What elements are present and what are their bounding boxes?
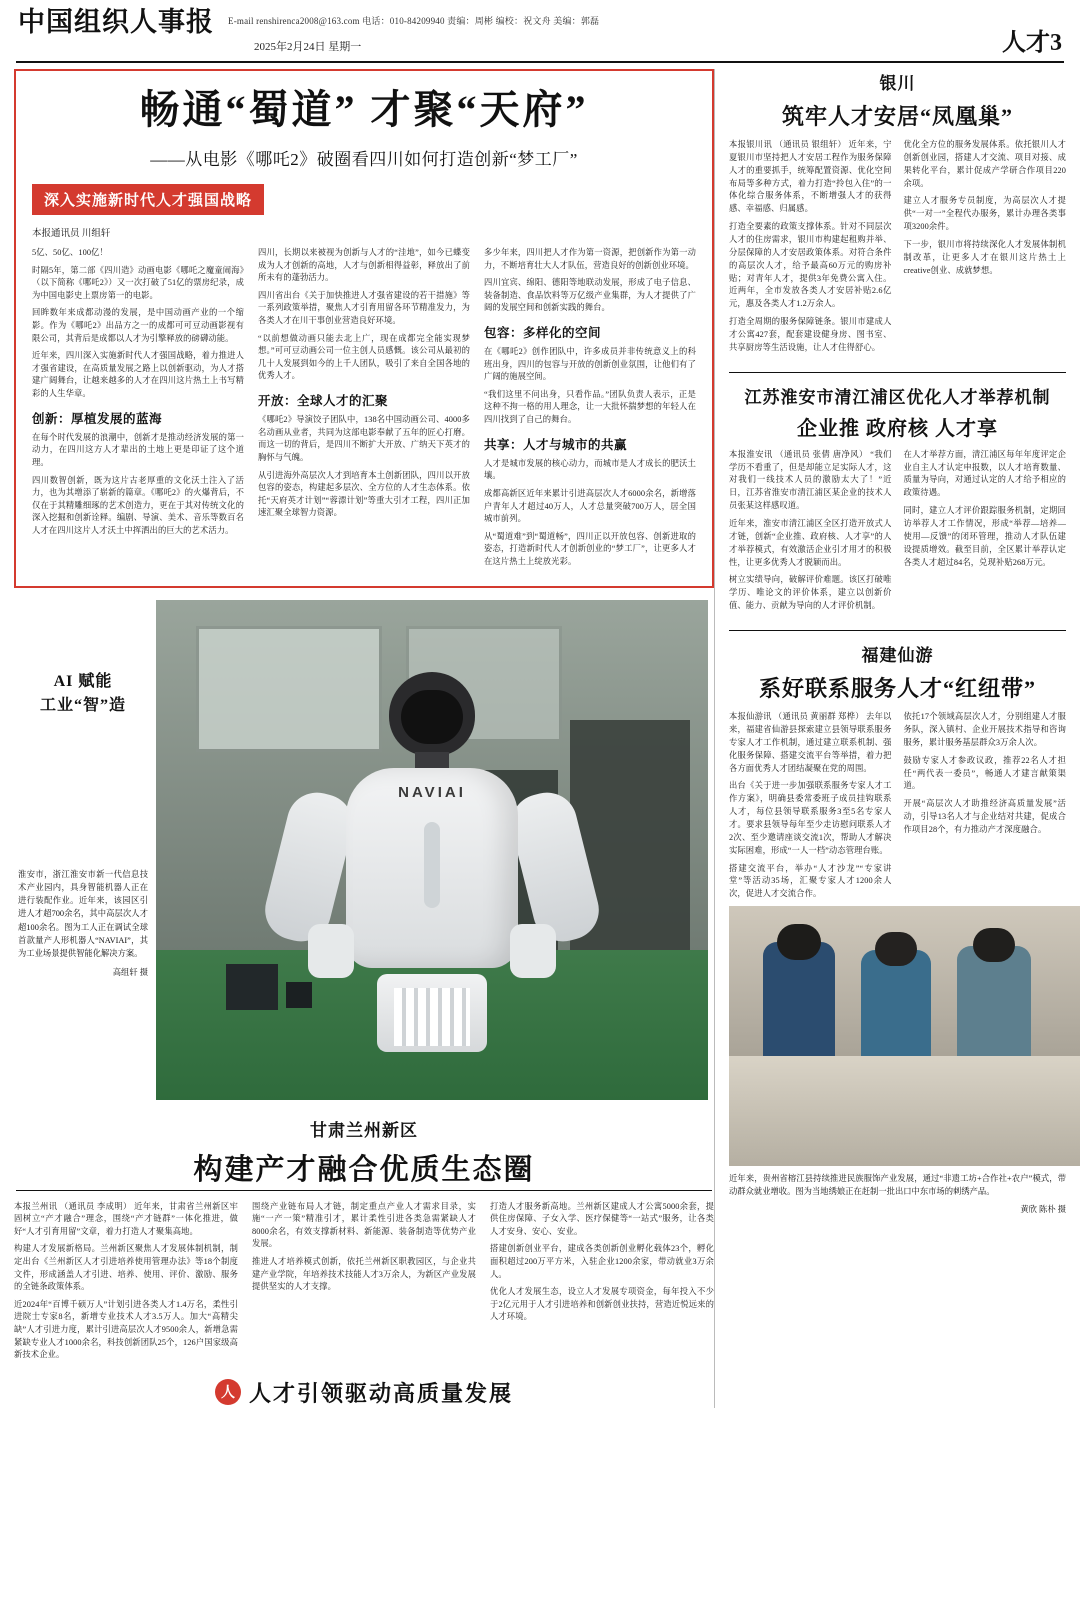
robot-photo (156, 600, 708, 1100)
paragraph: 鼓励专家人才参政议政，推荐22名人才担任“两代表一委员”，畅通人才建言献策渠道。 (903, 755, 1066, 791)
huaian-title-1: 江苏淮安市清江浦区优化人才举荐机制 (744, 387, 1051, 407)
paragraph: 近2024年“百博千硕万人”计划引进各类人才1.4万名，柔性引进院士专家8名，新增专业技术人才3.5万人。加大“高精尖缺”人才引进力度，累计引进高层次人才9500余人，新增急需紧缺专业人才1000余名，科技创新团队25个，126户国家级高新技术企业。 (14, 1299, 238, 1360)
talent-logo-icon: 人 (215, 1379, 241, 1405)
lanzhou-column-1 (14, 1201, 238, 1367)
photo-title-line2: 工业“智”造 (39, 696, 126, 714)
lanzhou-city: 甘肃兰州新区 (310, 1120, 418, 1140)
photo-person-2-head (875, 932, 917, 966)
byline: 本报仙游讯 （通讯员 黄丽群 郑桦） 去年以来，福建省仙游县探索建立县领导联系服务专家人才工作机制，通过建立联系机制、强化服务保障、搭建交流平台等举措，着力把各方面优秀人才团结凝聚在党的周围。 (729, 712, 892, 773)
photo-story (14, 600, 714, 1100)
paragraph: 建立人才服务专员制度，为高层次人才提供“一对一”全程代办服务，累计办理各类事项3200余件。 (903, 196, 1066, 232)
section-heading: 开放：全球人才的汇聚 (258, 394, 389, 409)
masthead-rule (16, 61, 1064, 63)
photo-credit: 高组轩 摄 (112, 968, 148, 978)
paragraph: 《哪吒2》导演饺子团队中，138名中国动画公司、4000多名动画从业者，共同为这部电影奉献了五年的匠心打磨。而这一切的背后，是四川不断扩大开放、广纳天下英才的胸怀与气魄。 (258, 415, 470, 462)
byline: 本报银川讯 （通讯员 银组轩） 近年来，宁夏银川市坚持把人才安居工程作为服务保障人才的重要抓手，统筹配置资源、优化空间布局等多种方式，着力打造“拎包入住”的一体化综合服务体系，不断增强人才的获得感、幸福感、归属感。 (729, 140, 892, 214)
paragraph: 回眸数年来成都动漫的发展，是中国动画产业的一个缩影。作为《哪吒2》出品方之一的成都可可豆动画影视有限公司，其背后是成都以人才为引擎释放的磅礴动能。 (32, 308, 244, 343)
embroidery-photo-caption: 近年来，贵州省榕江县持续推进民族服饰产业发展，通过“非遗工坊+合作社+农户”模式，带动群众就业增收。图为当地绣娘正在赶制一批出口中东市场的刺绣产品。 (729, 1174, 1066, 1197)
lead-columns (32, 247, 696, 574)
masthead-left (18, 8, 214, 38)
paragraph: 多少年来，四川把人才作为第一资源，把创新作为第一动力，不断培育壮大人才队伍，营造良好的创新创业环境。 (484, 248, 696, 270)
lead-byline: 本报通讯员 川组轩 (32, 229, 111, 239)
photo-person-3-head (973, 928, 1015, 962)
huaian-column-2 (904, 449, 1067, 618)
humanoid-robot (282, 672, 582, 1052)
paragraph: 优化全方位的服务发展体系。依托银川人才创新创业园，搭建人才交流、项目对接、成果转化平台，累计促成产学研合作项目220余项。 (903, 140, 1066, 188)
huaian-column-1 (729, 449, 892, 618)
paragraph: 近年来，淮安市清江浦区全区打造开放式人才链，创新“企业推、政府核、人才享”的人才举荐模式，有效激活企业引才用才的积极性，让更多优秀人才脱颖而出。 (729, 519, 892, 567)
masthead-date: 2025年2月24日 星期一 (254, 41, 362, 53)
robot-face (401, 690, 463, 744)
lead-column-3 (484, 247, 696, 574)
paragraph: 时隔5年，第二部《四川造》动画电影《哪吒之魔童闹海》（以下简称《哪吒2》）又一次打破了51亿的票房纪录，成为中国电影史上票房第一的电影。 (32, 265, 244, 300)
lanzhou-columns (14, 1201, 714, 1367)
paragraph: 5亿、50亿、100亿！ (32, 248, 108, 257)
campaign-banner: 深入实施新时代人才强国战略 (32, 184, 264, 215)
lanzhou-rule (16, 1190, 712, 1191)
paragraph: 依托17个领域高层次人才，分别组建人才服务队，深入镇村、企业开展技术指导和咨询服务，累计服务基层群众3万余人次。 (903, 712, 1066, 747)
paragraph: 从引进海外高层次人才到培育本土创新团队，四川以开放包容的姿态，构建起多层次、全方位的人才生态体系。依托“天府英才计划”“蓉漂计划”等重大引才工程，四川正加速汇聚全球智力资源。 (258, 470, 470, 518)
paragraph: 优化人才发展生态，设立人才发展专项资金，每年投入不少于2亿元用于人才引进培养和创新创业扶持，营造近悦远来的人才环境。 (490, 1287, 714, 1322)
lead-subheadline: ——从电影《哪吒2》破圈看四川如何打造创新“梦工厂” (150, 150, 578, 169)
photo-caption-text: 淮安市，浙江淮安市新一代信息技术产业园内，具身智能机器人正在进行装配作业。近年来，该园区引进人才超700余名，其中高层次人才超100余名。图为工人正在调试全球首款量产人形机器人“NAVIAI”，其为工业场景提供智能化解决方案。 (18, 869, 148, 959)
paragraph: 同时，建立人才评价跟踪服务机制，定期回访举荐人才工作情况，形成“举荐—培养—使用—反馈”的闭环管理，推动人才队伍建设提质增效。截至目前，全区累计举荐认定各类人才超过84名，兑现补贴268万元。 (903, 506, 1066, 567)
paragraph: 开展“高层次人才助推经济高质量发展”活动，引导13名人才与企业结对共建，促成合作项目28个，有力推动产才深度融合。 (903, 799, 1066, 834)
section-heading: 共享：人才与城市的共赢 (484, 437, 628, 452)
embroidery-photo-credit: 黄欣 陈朴 摄 (1020, 1204, 1066, 1214)
yinchuan-title: 筑牢人才安居“凤凰巢” (781, 104, 1013, 129)
masthead-middle (214, 8, 1002, 54)
paragraph: 打造人才服务新高地。兰州新区建成人才公寓5000余套，提供住房保障、子女入学、医疗保健等“一站式”服务，让各类人才安身、安心、安业。 (490, 1201, 714, 1236)
robot-brand-text: NAVIAI (398, 783, 466, 801)
photo-box (226, 964, 278, 1010)
divider (729, 630, 1066, 631)
yinchuan-column-2 (904, 139, 1067, 360)
paragraph: 下一步，银川市将持续深化人才发展体制机制改革，让更多人才在银川这片热土上creative创业、成就梦想。 (903, 240, 1066, 275)
paragraph: 推进人才培养模式创新，依托兰州新区职教园区，与企业共建产业学院，年培养技术技能人才3万余人，为新区产业发展提供坚实的人才支撑。 (252, 1257, 476, 1292)
paragraph: 从“蜀道难”到“蜀道畅”，四川正以开放包容、创新进取的姿态，打造新时代人才创新创业的“梦工厂”，让更多人才在这片热土上绽放光彩。 (484, 531, 696, 566)
lead-story (14, 69, 714, 588)
yinchuan-column-1 (729, 139, 892, 360)
photo-person-1-head (777, 924, 821, 960)
paragraph: 围绕产业链布局人才链，制定重点产业人才需求目录，实施“一产一策”精准引才，累计柔性引进各类急需紧缺人才8000余名，有效支撑新材料、新能源、装备制造等优势产业发展。 (252, 1201, 476, 1249)
paragraph: 人才是城市发展的核心动力，而城市是人才成长的肥沃土壤。 (484, 458, 696, 481)
lanzhou-column-2 (252, 1201, 476, 1367)
xianyou-column-1 (729, 711, 892, 906)
xianyou-title: 系好联系服务人才“红纽带” (758, 676, 1036, 702)
lanzhou-column-3 (490, 1201, 714, 1367)
huaian-columns (729, 449, 1066, 618)
yinchuan-city: 银川 (879, 74, 916, 93)
section-label: 人才3 (1002, 30, 1062, 56)
section-heading: 包容：多样化的空间 (484, 326, 602, 341)
robot-base-slots (394, 988, 470, 1046)
paragraph: “我们这里不问出身，只看作品。”团队负责人表示，正是这种不拘一格的用人理念，让一大批怀揣梦想的年轻人在四川找到了自己的舞台。 (484, 389, 696, 425)
paragraph: 打造全周期的服务保障链条。银川市建成人才公寓427套，配套建设健身房、图书室、共享厨房等生活设施，让人才住得舒心。 (729, 317, 892, 352)
left-column (14, 69, 714, 1408)
paragraph: 四川省出台《关于加快推进人才强省建设的若干措施》等一系列政策举措，聚焦人才引育用留各环节精准发力，为各类人才在川干事创业营造良好环境。 (258, 290, 470, 326)
byline: 本报兰州讯 （通讯员 李成明） 近年来，甘肃省兰州新区牢固树立“产才融合”理念，围绕“产才链群”一体化推进，做好“人才引育用留”文章，着力打造人才聚集高地。 (14, 1201, 238, 1236)
paragraph: 在每个时代发展的浪潮中，创新才是推动经济发展的第一动力，在四川这方人才辈出的土地上更是印证了这个道理。 (32, 432, 244, 467)
paragraph: 四川数智创新，既为这片古老厚重的文化沃土注入了活力，也为其增添了崭新的篇章。《哪吒2》的火爆背后，不仅在于其精雕细琢的艺术创造力，更在于其对传统文化的深入挖掘和创新诠释。编剧、导演、美术、音乐等数百名人才在四川这片人才沃土中挥洒出的巨大的艺术活力。 (32, 475, 244, 535)
paragraph: 成都高新区近年来累计引进高层次人才6000余名，新增落户青年人才超过40万人，人才总量突破700万人，居全国城市前列。 (484, 488, 696, 524)
lead-column-1 (32, 247, 244, 574)
robot-left-hand (308, 924, 354, 978)
lead-column-2 (258, 247, 470, 574)
masthead-contact: E-mail renshirenca2008@163.com 电话：010-84209940 责编：周彬 编校：祝文舟 美编：郭磊 (228, 16, 600, 26)
byline: 本报淮安讯 （通讯员 张倩 唐净风） “我们学历不看重了，但是却能立足实际人才，这对我们一线技术人员的激励太大了！”近日，江苏省淮安市清江浦区某企业的技术人员张某这样感叹道。 (729, 449, 892, 511)
xianyou-columns (729, 711, 1066, 906)
paragraph: 出台《关于进一步加强联系服务专家人才工作方案》，明确县委常委班子成员挂钩联系人才，每位县领导联系服务3至5名专家人才。要求县领导每年至少走访慰问联系人才2次、至少邀请座谈交流1次，帮助人才解决实际困难，形成“一人一档”动态管理台账。 (729, 781, 892, 855)
paragraph: 搭建交流平台，举办“人才沙龙”“专家讲堂”等活动35场，汇聚专家人才1200余人次，促进人才交流合作。 (729, 863, 892, 899)
masthead (14, 0, 1066, 57)
lead-headline: 畅通“蜀道” 才聚“天府” (139, 87, 589, 132)
paragraph: 构建人才发展新格局。兰州新区聚焦人才发展体制机制，制定出台《兰州新区人才引进培养使用管理办法》等18个制度文件，形成涵盖人才引进、培养、使用、评价、激励、服务的全链条政策体系。 (14, 1244, 238, 1292)
paragraph: 四川，长期以来被视为创新与人才的“洼地”，如今已蝶变成为人才创新的高地，人才与创新相得益彰，释放出了前所未有的蓬勃活力。 (258, 248, 470, 283)
divider (729, 372, 1066, 373)
paragraph: 打造全要素的政策支撑体系。针对不同层次人才的住房需求，银川市构建起租购并举、分层保障的人才安居政策体系。对符合条件的高层次人才，给予最高60万元的购房补贴；对青年人才，提供3年免费公寓入住。近两年，全市发放各类人才安居补贴2.6亿元，惠及各类人才1.2万余人。 (729, 222, 892, 309)
paper-title: 中国组织人事报 (18, 7, 214, 37)
lanzhou-story-header (14, 1116, 714, 1188)
paragraph: 四川宜宾、绵阳、德阳等地联动发展，形成了电子信息、装备制造、食品饮料等万亿级产业集群，为人才提供了广阔的发展空间和创新实践的舞台。 (484, 278, 696, 313)
xianyou-column-2 (904, 711, 1067, 906)
robot-right-hand (510, 924, 556, 978)
right-column (714, 69, 1066, 1408)
embroidery-photo (729, 906, 1080, 1166)
lanzhou-title: 构建产才融合优质生态圈 (193, 1153, 535, 1186)
paragraph: 树立实绩导向，破解评价难题。该区打破唯学历、唯论文的评价体系，建立以创新价值、能力、贡献为导向的人才评价机制。 (729, 575, 892, 611)
page-body (14, 69, 1066, 1408)
paragraph: “以前想做动画只能去北上广，现在成都完全能实现梦想。”可可豆动画公司一位主创人员感慨。该公司从最初的几十人发展到如今的上千人团队，吸引了来自全国各地的优秀人才。 (258, 333, 470, 381)
paragraph: 在《哪吒2》创作团队中，许多成员并非传统意义上的科班出身，四川的包容与开放的创新创业氛围，让他们有了广阔的施展空间。 (484, 347, 696, 382)
section-heading: 创新：厚植发展的蓝海 (32, 411, 163, 426)
photo-title-line1: AI 赋能 (53, 672, 113, 690)
robot-chest-panel (424, 822, 440, 908)
photo-caption-block (14, 600, 156, 979)
xianyou-city: 福建仙游 (861, 646, 934, 666)
yinchuan-columns (729, 139, 1066, 360)
bottom-slogan-text: 人才引领驱动高质量发展 (248, 1380, 513, 1406)
paragraph: 在人才举荐方面，清江浦区每年年度评定企业自主人才认定申报数，以人才培育数量、质量为导向，对通过认定的人才给予相应的政策待遇。 (903, 449, 1066, 498)
bottom-slogan-banner (14, 1377, 714, 1408)
photo-worktable (729, 1056, 1080, 1166)
huaian-title-2: 企业推 政府核 人才享 (797, 417, 998, 440)
paragraph: 近年来，四川深入实施新时代人才强国战略，着力推进人才强省建设，在高质量发展之路上以创新驱动，为人才搭建广阔舞台，让越来越多的人才在四川这片热土上书写精彩的人生华章。 (32, 351, 244, 399)
paragraph: 搭建创新创业平台，建成各类创新创业孵化载体23个，孵化面积超过200万平方米，入驻企业1200余家，带动就业3万余人。 (490, 1244, 714, 1279)
